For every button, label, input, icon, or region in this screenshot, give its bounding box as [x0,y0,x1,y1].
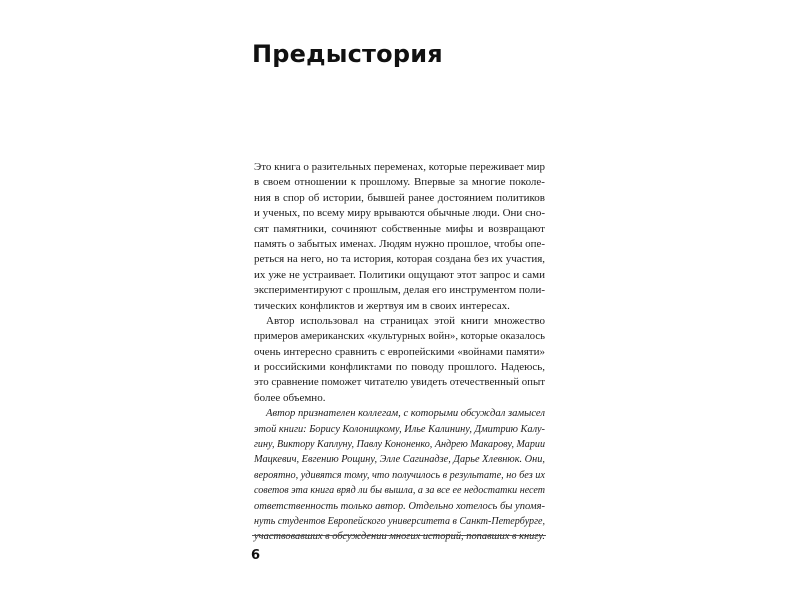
text-line: гину, Виктору Каплуну, Павлу Кононенко, Андрею Макарову, Марии [254,438,545,451]
text-line: тических конфликтов и жертвуя им в своих интересах. [254,299,510,312]
text-line: советов эта книга вряд ли бы вышла, а за все ее недостатки несет [254,484,545,497]
text-line: экспериментируют с прошлым, делая его инструментом поли- [254,284,546,297]
text-line: примеров американских «культурных войн», которые оказалось [254,330,546,343]
paragraph-1 [254,160,554,314]
text-line: и ученых, по всему миру врываются обычные люди. Они сно- [254,207,546,220]
text-line: ния в спор об истории, бывшей ранее достоянием политиков [254,191,545,204]
text-line: и российскими конфликтами по поводу прошлого. Надеюсь, [254,361,545,374]
text-line: Это книга о разительных переменах, которые переживает мир [254,161,545,173]
page-number: 6 [251,548,261,563]
text-line: Автор признателен коллегам, с которыми обсуждал замысел [266,407,545,420]
text-line: нуть студентов Европейского университета в Санкт-Петербурге, [254,514,545,527]
text-line: вероятно, удивятся тому, что получилось в результате, но без их [254,468,546,481]
chapter-title: Предыстория [252,40,443,68]
text-line: очень интересно сравнить с европейскими «войнами памяти» [254,345,545,358]
text-line: их уже не устраивает. Политики ощущают этот запрос и сами [254,268,545,281]
body-text [254,160,554,545]
paragraph-3-acknowledgements [254,406,554,545]
text-line: участвовавших в обсуждении многих историй, попавших в книгу. [254,530,546,543]
footer-divider [252,535,546,536]
text-line: это сравнение поможет читателю увидеть отечественный опыт [254,376,546,389]
text-line: Мацкевич, Евгению Рощину, Элле Сагинадзе, Дарье Хлевнюк. Они, [254,453,546,466]
paragraph-2 [254,314,554,406]
text-line: реться на него, но та история, которая создана без их участия, [254,253,546,266]
text-line: Автор использовал на страницах этой книги множество [266,314,546,327]
text-line: более объемно. [254,391,326,404]
text-line: этой книги: Борису Колоницкому, Илье Калинину, Дмитрию Калу- [254,422,545,435]
text-line: ответственность только автор. Отдельно хотелось бы упомя- [254,499,546,512]
text-line: в своем отношении к прошлому. Впервые за многие поколе- [254,176,545,189]
text-line: сят памятники, сочиняют собственные мифы и возвращают [254,222,545,235]
text-line: память о забытых именах. Людям нужно прошлое, чтобы опе- [254,237,546,250]
